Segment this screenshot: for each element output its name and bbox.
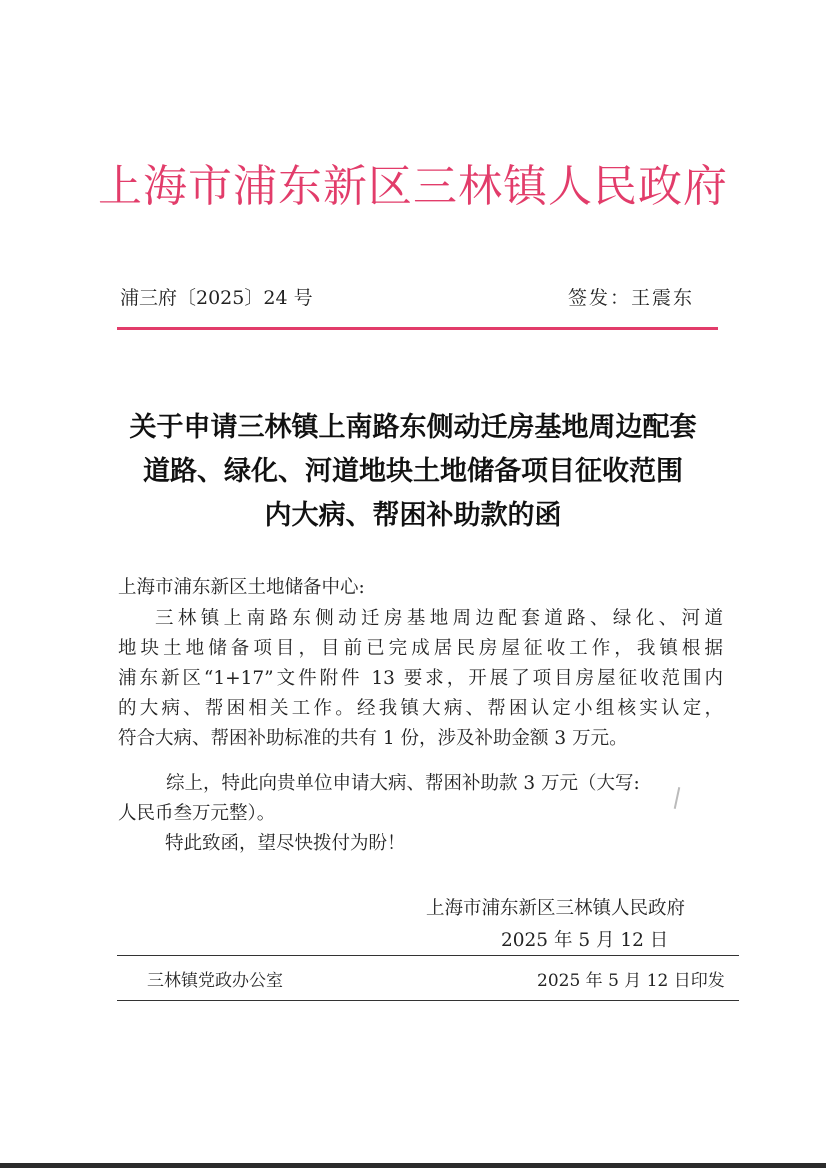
body-paragraph bbox=[118, 605, 723, 755]
subject-title-line: 道路、绿化、河道地块土地储备项目征收范围 bbox=[143, 456, 683, 487]
body-line: 三林镇上南路东侧动迁房基地周边配套道路、绿化、河道 bbox=[155, 608, 723, 629]
body-line: 的大病、帮困相关工作。经我镇大病、帮困认定小组核实认定， bbox=[118, 698, 723, 719]
issuing-organization-title: 上海市浦东新区三林镇人民政府 bbox=[98, 161, 728, 212]
body-line: 综上，特此向贵单位申请大病、帮困补助款 3 万元（大写: bbox=[166, 773, 640, 794]
body-line: 地块土地储备项目，目前已完成居民房屋征收工作，我镇根据 bbox=[118, 638, 723, 659]
signature-organization: 上海市浦东新区三林镇人民政府 bbox=[426, 898, 686, 919]
document-number: 浦三府〔2025〕24 号 bbox=[120, 287, 313, 309]
closing-sentence: 特此致函，望尽快拨付为盼！ bbox=[165, 833, 406, 854]
footer-office: 三林镇党政办公室 bbox=[147, 971, 283, 991]
footer-bottom-rule bbox=[117, 1000, 739, 1001]
footer-top-rule bbox=[117, 955, 739, 956]
body-line: 浦东新区“1+17”文件附件 13 要求，开展了项目房屋征收范围内 bbox=[118, 668, 723, 689]
recipient: 上海市浦东新区土地储备中心: bbox=[118, 577, 365, 598]
footer-print-date: 2025 年 5 月 12 日印发 bbox=[537, 971, 725, 991]
body-paragraph bbox=[118, 770, 723, 830]
scan-edge bbox=[0, 1163, 826, 1168]
signature-date: 2025 年 5 月 12 日 bbox=[501, 930, 669, 951]
subject-title-line: 关于申请三林镇上南路东侧动迁房基地周边配套 bbox=[129, 412, 697, 443]
subject-title-line: 内大病、帮困补助款的函 bbox=[264, 500, 562, 531]
red-header-divider bbox=[117, 327, 718, 330]
body-line: 符合大病、帮困补助标准的共有 1 份，涉及补助金额 3 万元。 bbox=[118, 728, 628, 749]
body-line: 人民币叁万元整）。 bbox=[118, 803, 276, 824]
signer: 签发：王震东 bbox=[568, 287, 695, 309]
subject-title bbox=[0, 406, 826, 538]
